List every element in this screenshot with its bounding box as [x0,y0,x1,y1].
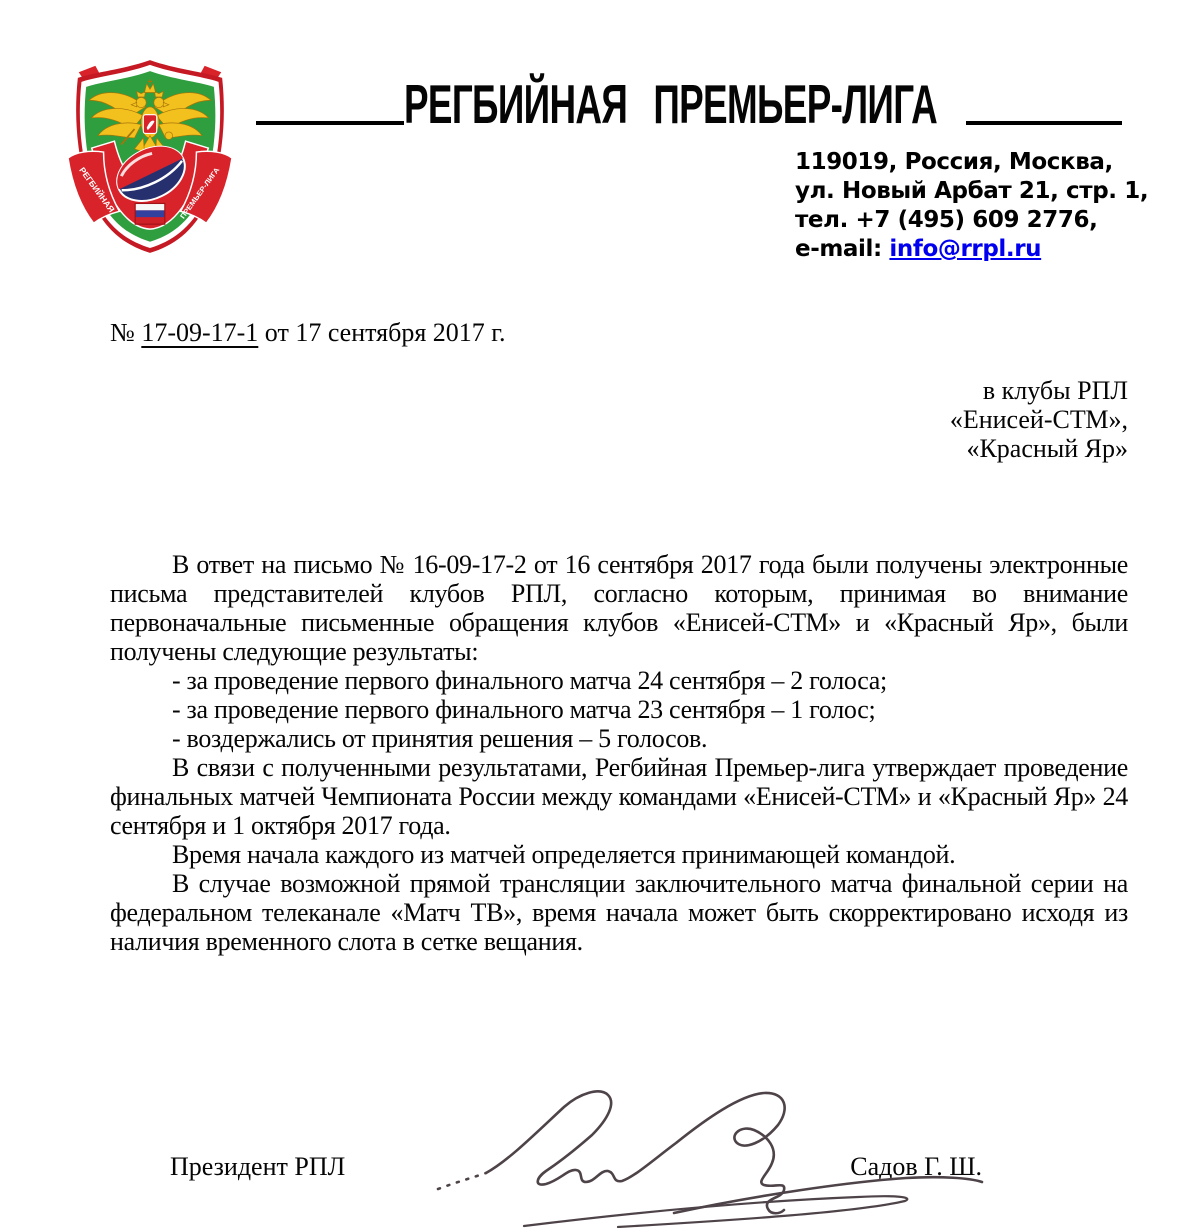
address-line-1: 119019, Россия, Москва, [795,149,1113,175]
signature-row [110,1152,1128,1182]
email-label: e-mail: [795,236,890,262]
reference-prefix: № [110,318,142,347]
signer-role: Президент РПЛ [170,1152,346,1181]
reference-date: от 17 сентября 2017 г. [258,318,506,347]
letterhead-title-row [250,73,1128,135]
reference-line [110,318,506,348]
rugby-premier-league-logo [66,56,234,256]
voting-results-list [110,666,1128,753]
page-title-wrap [404,73,966,135]
paragraph-decision: В связи с полученными результатами, Регбийная Премьер-лига утверждает проведение финальных матчей Чемпионата России между командами «Енисей-СТМ» и «Красный Яр» 24 сентября и 1 октября 2017 года. [110,753,1128,840]
letter-body [110,550,1128,956]
recipients-block [950,376,1128,463]
address-line-email [795,235,1148,264]
email-link[interactable]: info@rrpl.ru [889,236,1042,262]
address-line-3: тел. +7 (495) 609 2776, [795,207,1098,233]
signer-name: Садов Г. Ш. [850,1152,982,1181]
letterhead-address [795,148,1148,264]
ribbon-text-right: ПРЕМЬЕР-ЛИГА [178,170,219,221]
russian-flag-icon [135,203,165,224]
ribbon-text-left: РЕГБИЙНАЯ [77,165,116,214]
recipient-line: «Красный Яр» [966,434,1128,463]
recipient-line: в клубы РПЛ [982,376,1128,405]
page-title: РЕГБИЙНАЯ ПРЕМЬЕР-ЛИГА [404,73,938,135]
vote-result-item: - воздержались от принятия решения – 5 голосов. [172,724,708,753]
paragraph-results-intro: В ответ на письмо № 16-09-17-2 от 16 сентября 2017 года были получены электронные письма представителей клубов РПЛ, согласно которым, принимая во внимание первоначальные письменные обращения клубов «Енисей-СТМ» и «Красный Яр», были получены следующие результаты: [110,550,1128,666]
vote-result-item: - за проведение первого финального матча 24 сентября – 2 голоса; [172,666,887,695]
vote-result-item: - за проведение первого финального матча 23 сентября – 1 голос; [172,695,876,724]
title-underline-left [256,121,404,125]
paragraph-broadcast: В случае возможной прямой трансляции заключительного матча финальной серии на федеральном телеканале «Матч ТВ», время начала может быть скорректировано исходя из наличия временного слота в сетке вещания. [110,869,1128,956]
paragraph-start-time: Время начала каждого из матчей определяется принимающей командой. [172,840,956,869]
recipient-line: «Енисей-СТМ», [949,405,1128,434]
address-line-2: ул. Новый Арбат 21, стр. 1, [795,178,1149,204]
title-underline-right [966,121,1122,125]
reference-number: 17-09-17-1 [141,318,259,347]
